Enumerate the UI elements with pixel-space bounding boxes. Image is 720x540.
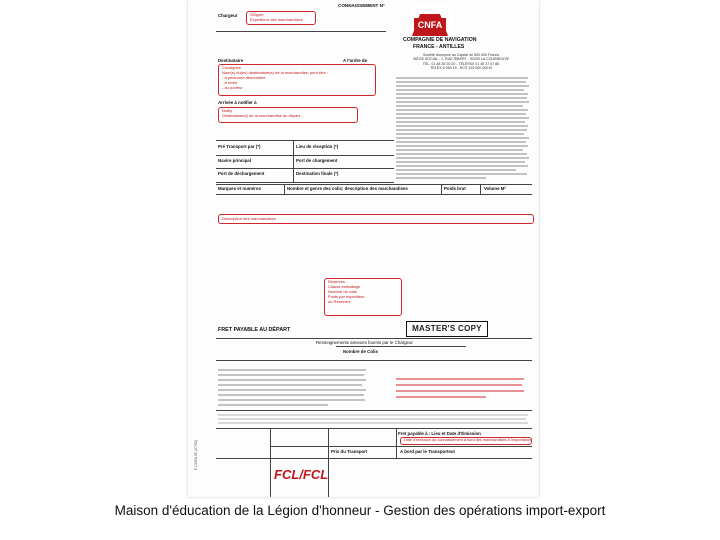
consignee-annotation-line-1: Consignee	[222, 65, 242, 70]
prix-label: Prix du Transport	[331, 449, 368, 454]
form-reference: F-CNFA 05 (07/93)	[194, 439, 198, 470]
grid-line	[216, 155, 394, 156]
marques-label: Marques et numéros	[218, 186, 261, 191]
notify-annotation-line-1: Notify	[222, 108, 233, 113]
consignee-annotation-line-5: - au porteur	[222, 85, 243, 90]
renseignements-label: Renseignements annexes fournis par le Chargeur	[316, 340, 413, 345]
grid-line	[336, 346, 466, 347]
cnfa-logo	[410, 4, 450, 38]
reserves-line-1: Réserves :	[328, 279, 348, 284]
masters-copy-stamp: MASTER'S COPY	[406, 321, 488, 337]
grid-line	[328, 428, 329, 497]
description-annotation-text: Description des marchandises	[222, 216, 276, 221]
grid-line	[216, 194, 532, 195]
grid-line	[270, 428, 271, 497]
company-address-line-1: Société Anonyme au Capital de 500.000 Francs	[422, 53, 500, 57]
pre-transport-label: Pré Transport par (*)	[218, 144, 261, 149]
reserves-line-2: Clause emballage	[328, 284, 361, 289]
grid-line	[216, 182, 394, 183]
grid-line	[216, 184, 532, 185]
reserves-annotation	[324, 278, 402, 316]
notify-annotation-line-2: Destinataire(s) de la marchandise au départ...	[222, 113, 304, 118]
company-address	[396, 53, 526, 71]
shipper-annotation-line-1: Shipper	[250, 12, 264, 17]
volume-label: Volume M³	[484, 186, 506, 191]
nombre-colis-label: Nombre de Colis	[343, 349, 378, 354]
consignee-annotation-line-2: Nom(s) du(es) destinataire(s) de la marchandise, peut être :	[222, 70, 329, 75]
grid-line	[216, 360, 532, 361]
document-title: CONNAISSEMENT N°	[338, 3, 385, 8]
destination-label: Destination finale (*)	[296, 171, 339, 176]
lieu-reception-label: Lieu de réception (*)	[296, 144, 339, 149]
grid-line	[216, 410, 532, 411]
description-annotation	[218, 214, 534, 224]
shipper-annotation-line-2: Expéditeur des marchandises	[250, 17, 303, 22]
fine-print	[218, 413, 530, 427]
a-bord-label: A bord par le Transporteur	[400, 449, 456, 454]
grid-line	[270, 446, 532, 447]
grid-line	[396, 428, 397, 458]
company-address-line-2: SIÈGE SOCIAL : 1, RUE RIBERT - 93200 LA COURNEUVE	[412, 57, 509, 62]
grid-line	[216, 428, 532, 429]
grid-line	[441, 184, 442, 194]
port-chargement-label: Port de chargement	[296, 158, 338, 163]
company-name-line-2: FRANCE - ANTILLES	[413, 44, 465, 50]
legal-terms-paragraph	[396, 76, 530, 180]
bill-of-lading-document	[188, 0, 539, 497]
grid-line	[216, 338, 532, 339]
poids-label: Poids brut	[444, 186, 466, 191]
a-ordre-label: A l'ordre de	[343, 58, 368, 63]
grid-line	[216, 458, 532, 459]
consignee-annotation	[218, 64, 376, 96]
destinataire-label: Destinataire	[218, 58, 244, 63]
chargeur-label: Chargeur	[218, 13, 238, 18]
company-name-line-1: COMPAGNIE DE NAVIGATION	[403, 37, 477, 43]
grid-line	[284, 184, 285, 194]
red-notice-paragraph	[396, 376, 526, 402]
navire-label: Navire principal	[218, 158, 251, 163]
slide-caption: Maison d'éducation de la Légion d'honneur - Gestion des opérations import-export	[114, 503, 606, 518]
port-dechargement-label: Port de déchargement	[218, 171, 265, 176]
arrivee-label: Arrivée à notifier à	[218, 100, 257, 105]
shipper-annotation	[246, 11, 316, 25]
grid-line	[216, 168, 394, 169]
grid-line	[480, 184, 481, 194]
emission-date-annotation-text: Date d'émission du connaissement à bord des marchandises à l'exportation	[404, 438, 532, 442]
reserves-line-4: Poids par expéditeur	[328, 294, 365, 299]
consignee-annotation-line-3: - à personne dénommée	[222, 75, 266, 80]
consignee-annotation-line-4: - à ordre	[222, 80, 238, 85]
reserves-line-6: ou Réserves	[328, 299, 351, 304]
conditions-paragraph	[218, 368, 368, 408]
logo-text: CNFA	[417, 20, 443, 30]
fret-payable-label: FRET PAYABLE AU DÉPART	[218, 327, 291, 333]
nombre-label: Nombre et genre des colis; description des marchandises	[287, 186, 408, 191]
divider	[216, 31, 386, 32]
reserves-line-3: Nombre de colis	[328, 289, 357, 294]
notify-annotation	[218, 107, 358, 123]
grid-line	[293, 140, 294, 182]
company-address-line-4: TÉLEX 5 050 15 - RCS 315 000 000 B	[430, 66, 492, 71]
fcl-logo: FCL/FCL	[274, 467, 329, 482]
company-address-line-3: TÉL. 01 48 36 20 20 - TÉLÉFAX 01 48 37 67 86	[422, 61, 500, 66]
grid-line	[216, 140, 394, 141]
emission-date-annotation	[400, 437, 532, 445]
conditions-label: Fret payable à : Lieu et Date d'Émission	[398, 431, 481, 436]
